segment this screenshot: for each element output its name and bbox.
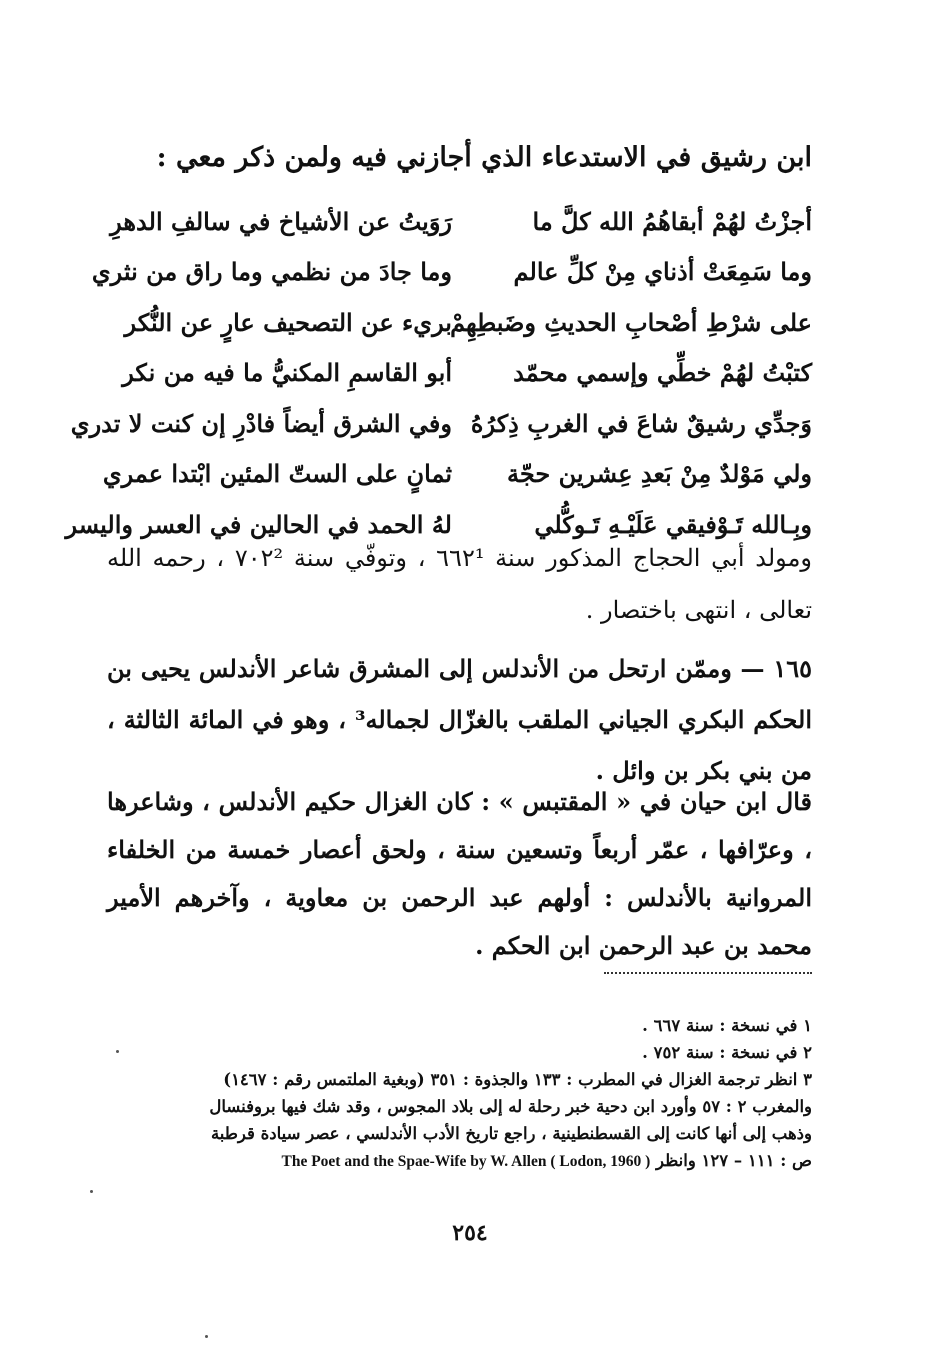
- verse-2: [91, 247, 812, 298]
- hemistich-second: وما جادَ من نظمي وما راق من نثري: [91, 257, 452, 287]
- footnote-3-last: [107, 1147, 812, 1175]
- verse-1: [107, 196, 812, 247]
- hemistich-first: ولي مَوْلدٌ مِنْ بَعدِ عِشرين حجّة: [507, 459, 812, 489]
- footnote-1: ١ في نسخة : سنة ٦٦٧ .: [642, 1016, 812, 1035]
- footnote-2: ٢ في نسخة : سنة ٧٥٢ .: [642, 1043, 812, 1062]
- footnote-arabic-ref: ص : ١١١ – ١٢٧ وانظر: [656, 1151, 812, 1170]
- footnotes: [107, 1012, 812, 1175]
- verse-3: [107, 297, 812, 348]
- scan-speck: [205, 1335, 208, 1338]
- hemistich-first: وَجدِّي رشيقٌ شاعَ في الغربِ ذِكرُهُ: [470, 408, 812, 438]
- footnote-english-ref: The Poet and the Spae-Wife by W. Allen ( Lodon, 1960 ): [281, 1153, 651, 1170]
- hemistich-first: وما سَمِعَتْ أذناي مِنْ كلِّ عالم: [513, 257, 812, 287]
- paragraph-ibn-hayyan-quote: قال ابن حيان في « المقتبس » : كان الغزال حكيم الأندلس ، وشاعرها ، وعرّافها ، عمّر أربعاً وتسعين سنة ، ولحق أعصار خمسة من الخلفاء المروانية بالأندلس : أولهم عبد الرحمن بن معاوية ، وآخرهم الأمير محمد بن عبد الرحمن ابن الحكم .: [107, 787, 812, 960]
- scan-speck: [90, 1190, 93, 1193]
- poem: [65, 196, 812, 550]
- verse-6: [102, 449, 812, 500]
- hemistich-first: وبِـالله تَـوْفيقي عَلَيْـهِ تَـوكُّلي: [534, 509, 812, 539]
- paragraph-birth-death: ومولد أبي الحجاج المذكور سنة ٦٦٢¹ ، وتوفّي سنة ٧٠٢² ، رحمه الله تعالى ، انتهى باختصار .: [107, 544, 813, 624]
- footnote-separator: [604, 972, 812, 974]
- hemistich-second: ثمانٍ على الستّ المئين ابْتدا عمري: [102, 459, 452, 489]
- hemistich-first: على شرْطِ أصْحابِ الحديثِ وضَبطِهِمْ: [450, 307, 812, 337]
- paragraph-entry-165: [107, 643, 812, 796]
- intro-line: ابن رشيق في الاستدعاء الذي أجازني فيه ولمن ذكر معي :: [156, 142, 812, 173]
- hemistich-second: لهُ الحمد في الحالين في العسر واليسر: [65, 509, 452, 539]
- hemistich-second: بريء عن التصحيف عارٍ عن النُّكر: [124, 307, 452, 337]
- footnote-3: ٣ انظر ترجمة الغزال في المطرب : ١٣٣ والجذوة : ٣٥١ (وبغية الملتمس رقم : ١٤٦٧): [223, 1070, 812, 1089]
- entry-number: ١٦٥: [773, 654, 812, 683]
- footnote-3-cont: وذهب إلى أنها كانت إلى القسطنطينية ، راجع تاريخ الأدب الأندلسي ، عصر سيادة قرطبة: [210, 1124, 812, 1143]
- hemistich-second: وفي الشرق أيضاً فادْرِ إن كنت لا تدري: [70, 408, 452, 438]
- page-number: ٢٥٤: [452, 1220, 488, 1246]
- verse-4: [107, 348, 812, 399]
- hemistich-second: رَوَيتُ عن الأشياخ في سالفِ الدهرِ: [110, 206, 452, 236]
- hemistich-second: أبو القاسمِ المكنيُّ ما فيه من نكر: [122, 358, 452, 388]
- footnote-3-cont: والمغرب ٢ : ٥٧ وأورد ابن دحية خبر رحلة له إلى بلاد المجوس ، وقد شك فيها بروفنسال: [209, 1097, 812, 1116]
- entry-text: — وممّن ارتحل من الأندلس إلى المشرق شاعر الأندلس يحيى بن الحكم البكري الجياني الملقب بالغزّال لجماله³ ، وهو في المائة الثالثة ، من بني بكر بن وائل .: [107, 654, 813, 785]
- verse-5: [70, 398, 812, 449]
- hemistich-first: أجزْتُ لهُمْ أبقاهُمُ الله كلَّ ما: [532, 206, 812, 236]
- scan-speck: [116, 1050, 119, 1053]
- hemistich-first: كتبْتُ لهُمْ خطِّي وإسمي محمّد: [513, 358, 812, 388]
